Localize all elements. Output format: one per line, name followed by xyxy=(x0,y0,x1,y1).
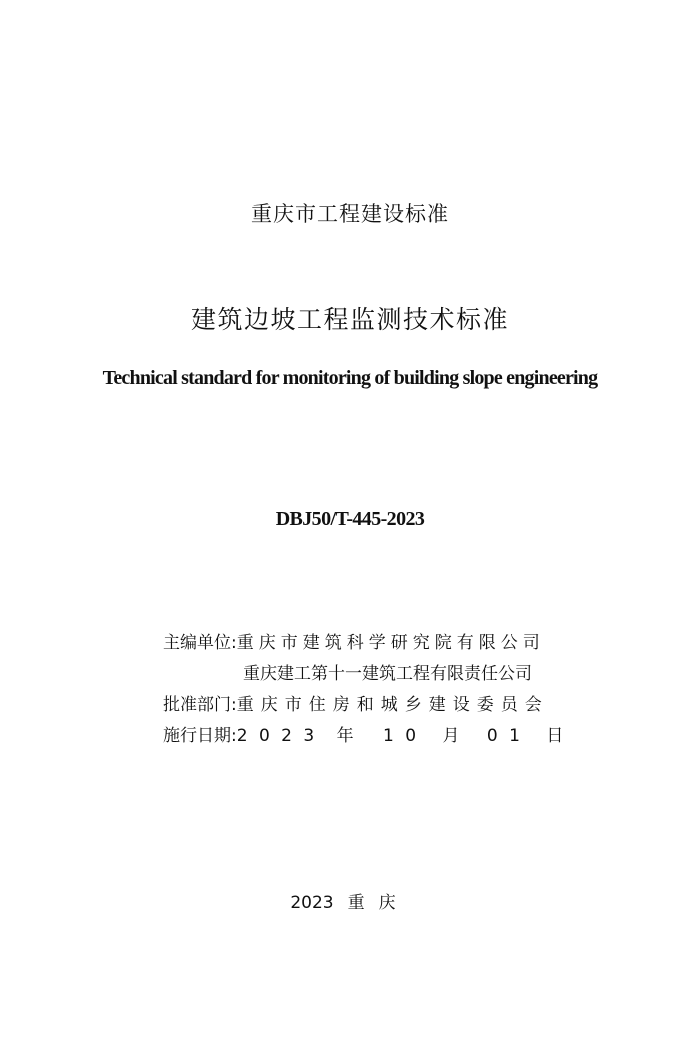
date-month: 1 0 xyxy=(383,726,420,746)
date-day-unit: 日 xyxy=(546,726,564,746)
footer-city: 重庆 xyxy=(347,893,410,913)
editor-primary: 重庆市建筑科学研究院有限公司 xyxy=(236,633,545,653)
approver-label: 批准部门: xyxy=(163,695,237,715)
effective-date-row xyxy=(163,721,563,746)
footer-year: 2023 xyxy=(290,893,334,913)
approver-row xyxy=(163,690,549,715)
date-year: 2 0 2 3 xyxy=(236,726,318,746)
document-title-chinese: 建筑边坡工程监测技术标准 xyxy=(190,305,509,334)
standard-code: DBJ50/T-445-2023 xyxy=(275,508,425,530)
approver-name: 重庆市住房和城乡建设委员会 xyxy=(236,695,549,715)
coeditor-row xyxy=(243,659,532,684)
document-title-english: Technical standard for monitoring of building slope engineering xyxy=(102,367,598,389)
date-year-unit: 年 xyxy=(336,726,354,746)
effective-date xyxy=(237,721,564,746)
date-month-unit: 月 xyxy=(442,726,460,746)
editor-row xyxy=(163,628,545,653)
series-title: 重庆市工程建设标准 xyxy=(251,202,449,226)
date-day: 0 1 xyxy=(486,726,523,746)
date-label: 施行日期: xyxy=(163,726,237,746)
editor-secondary: 重庆建工第十一建筑工程有限责任公司 xyxy=(243,664,532,684)
footer-imprint xyxy=(0,888,700,913)
editor-label: 主编单位: xyxy=(163,633,237,653)
